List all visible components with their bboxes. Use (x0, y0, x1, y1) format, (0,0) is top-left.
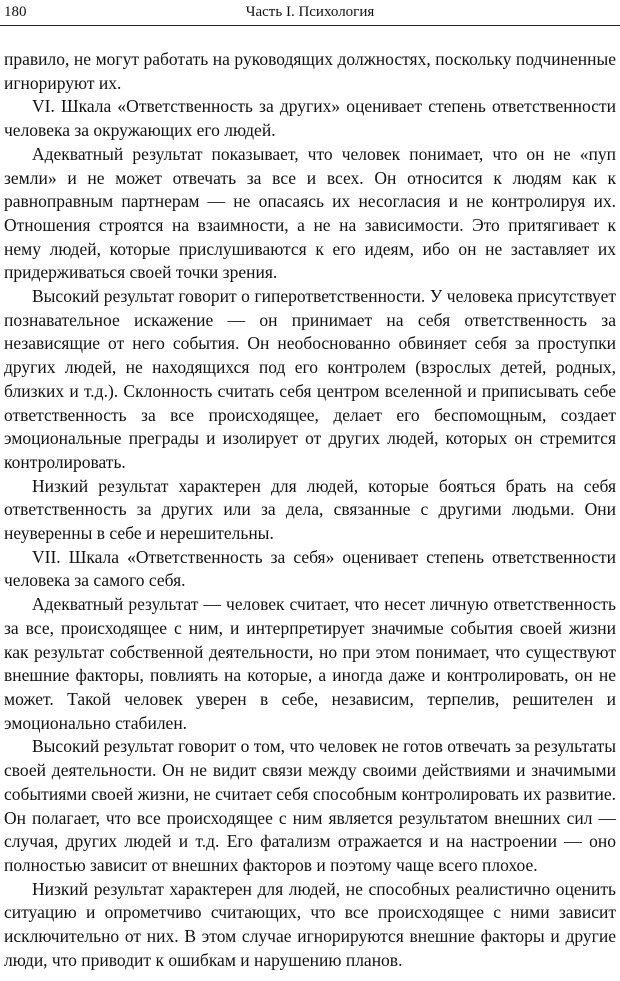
paragraph-continuation: правило, не могут работать на руководящих должностях, поскольку подчиненные игнорируют их. (4, 49, 616, 93)
paragraph-scale-vii-high: Высокий результат говорит о том, что человек не готов отвечать за результаты своей деятельности. Он не видит связи между своими действиями и значимыми событиями своей жизни, не считает себя способным контролировать их развитие. Он полагает, что все происходящее с ним является результатом внешних сил — случая, других людей и т.д. Его фатализм отражается и на настроении — оно полностью зависит от внешних факторов и поэтому чаще всего плохое. (4, 736, 616, 875)
page-header (0, 0, 620, 26)
paragraph-scale-vii-low: Низкий результат характерен для людей, не способных реалистично оценить ситуацию и опрометчиво считающих, что все происходящее с ними зависит исключительно от них. В этом случае игнорируются внешние факторы и другие люди, что приводит к ошибкам и нарушению планов. (4, 878, 616, 970)
page-number: 180 (4, 4, 27, 20)
paragraph-scale-vi-low: Низкий результат характерен для людей, которые бояться брать на себя ответственность за других или за дела, связанные с другими людьми. Они неуверенны в себе и нерешительны. (4, 475, 616, 544)
paragraph-scale-vi-intro: VI. Шкала «Ответственность за других» оценивает степень ответственности человека за окружающих его людей. (4, 96, 616, 141)
body-text (4, 48, 616, 972)
paragraph-scale-vii-intro: VII. Шкала «Ответственность за себя» оценивает степень ответственности человека за самого себя. (4, 546, 616, 591)
paragraph-scale-vi-adequate: Адекватный результат показывает, что человек понимает, что он не «пуп земли» и не может отвечать за все и всех. Он относится к людям как к равноправным партнерам — не опасаясь их несогласия и не контролируя их. Отношения строятся на взаимности, а не на зависимости. Это притягивает к нему людей, которые прислушиваются к его идеям, ибо он не заставляет их придерживаться своей точки зрения. (4, 143, 616, 283)
header-rule (0, 25, 620, 26)
paragraph-scale-vii-adequate: Адекватный результат — человек считает, что несет личную ответственность за все, происходящее с ним, и интерпретирует значимые события своей жизни как результат собственной деятельности, но при этом понимает, что существуют внешние факторы, повлиять на которые, а иногда даже и контролировать, он не может. Такой человек уверен в себе, независим, терпелив, решителен и эмоционально стабилен. (4, 594, 616, 733)
paragraph-scale-vi-high: Высокий результат говорит о гиперответственности. У человека присутствует познавательное искажение — он принимает на себя ответственность за независящие от него события. Он необоснованно обвиняет себя за проступки других людей, не находящихся под его контролем (взрослых детей, родных, близких и т.д.). Склонность считать себя центром вселенной и приписывать себе ответственность за все происходящее, делает его беспомощным, создает эмоциональные преграды и изолирует от других людей, которых он стремится контролировать. (4, 286, 616, 472)
running-title: Часть I. Психология (245, 4, 375, 20)
